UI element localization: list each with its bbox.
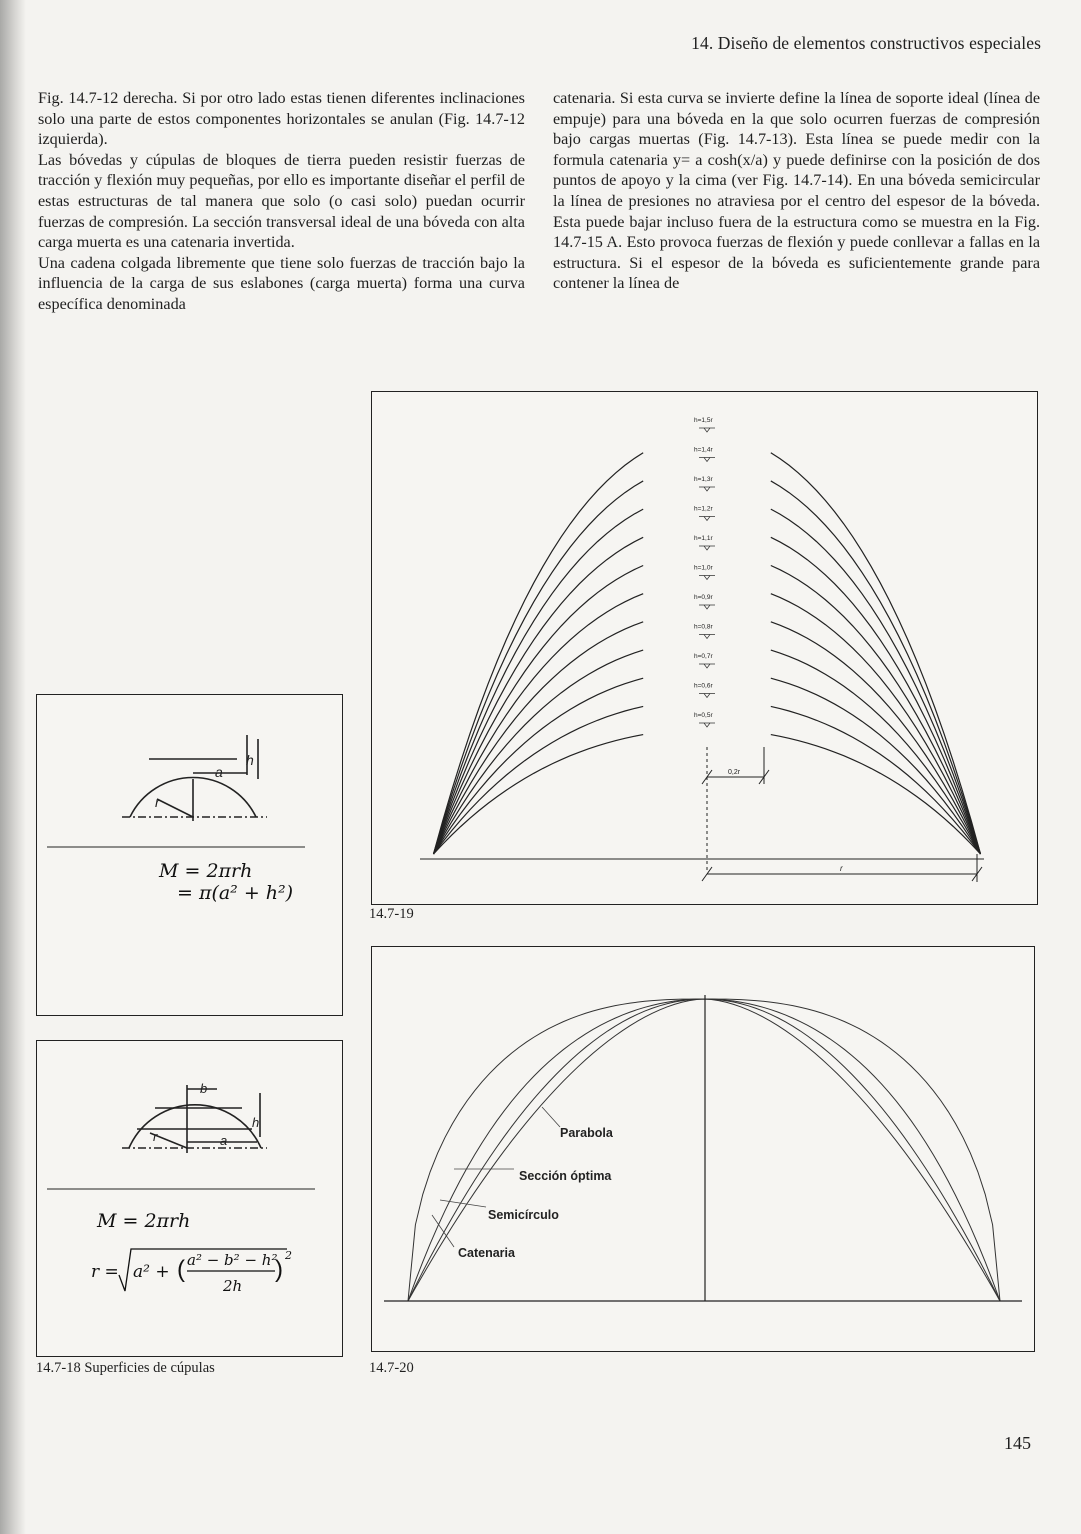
symbol-h: h — [252, 1115, 260, 1130]
formula-radius-lhs: r = — [91, 1262, 119, 1282]
label-catenary: Catenaria — [458, 1246, 515, 1260]
svg-text:): ) — [275, 1256, 283, 1283]
symbol-h: h — [246, 752, 254, 768]
figure-18-bottom — [36, 1040, 343, 1357]
height-label: h=0,7r — [694, 653, 713, 660]
height-label: h=0,5r — [694, 712, 713, 719]
height-label: h=0,9r — [694, 594, 713, 601]
symbol-r: r — [155, 794, 160, 810]
level-marker — [699, 546, 715, 550]
height-label: h=1,5r — [694, 417, 713, 424]
symbol-b: b — [200, 1081, 208, 1096]
height-label: h=0,8r — [694, 623, 713, 631]
catenary-curve-right — [771, 706, 981, 854]
height-label: h=1,0r — [694, 564, 713, 572]
height-label: h=1,4r — [694, 446, 713, 454]
formula-radius-denominator: 2h — [223, 1277, 243, 1295]
catenary-family-diagram — [372, 392, 1037, 904]
symbol-r: r — [153, 1129, 158, 1144]
height-label: h=1,3r — [694, 476, 713, 483]
catenary-curve-right — [771, 509, 981, 854]
spherical-cap-diagram — [37, 695, 342, 1015]
catenary-curve-right — [771, 622, 981, 854]
label-optimal-section: Sección óptima — [519, 1169, 612, 1183]
page-edge-shadow — [0, 0, 26, 1534]
catenary-curve-left — [434, 622, 644, 854]
figure-18-top — [36, 694, 343, 1016]
paragraph-2: Las bóvedas y cúpulas de bloques de tierra pueden resistir fuerzas de tracción y flexión muy pequeñas, por ello es importante diseñar el perfil de estas estructuras de tal manera que solo (o casi solo) puedan ocurrir fuerzas de compresión. La sección transversal ideal de una bóveda con alta carga muerta es una catenaria invertida. — [38, 150, 525, 252]
figure-20 — [371, 946, 1035, 1352]
symbol-a: a — [220, 1133, 228, 1148]
formula-radius-a2: a² + — [133, 1262, 170, 1282]
level-marker — [699, 694, 715, 698]
caption-14-7-18: 14.7-18 Superficies de cúpulas — [36, 1360, 215, 1376]
formula-radius-numerator: a² − b² − h² — [187, 1251, 278, 1269]
label-parabola: Parabola — [560, 1126, 613, 1140]
level-marker — [699, 664, 715, 668]
formula-radius-exponent: 2 — [285, 1249, 292, 1262]
catenary-curve-left — [434, 509, 644, 854]
left-text-column — [38, 88, 525, 315]
arch-profile-comparison — [372, 947, 1034, 1351]
paragraph-1: Fig. 14.7-12 derecha. Si por otro lado estas tienen diferentes inclinaciones solo una parte de estos componentes horizontales se anulan (Fig. 14.7-12 izquierda). — [38, 89, 525, 149]
level-marker — [699, 576, 715, 580]
paragraph-3: Una cadena colgada libremente que tiene solo fuerzas de tracción bajo la influencia de la carga de sus eslabones (carga muerta) forma una curva específica denominada — [38, 253, 525, 313]
page-number: 145 — [1004, 1433, 1031, 1453]
spherical-zone-diagram — [37, 1041, 342, 1356]
level-marker — [699, 487, 715, 491]
catenary-curve-left — [434, 706, 644, 854]
formula-surface-1: M = 2πrh — [159, 860, 253, 882]
dimension-0-2r: 0,2r — [728, 769, 741, 776]
paragraph-4: catenaria. Si esta curva se invierte define la línea de soporte ideal (línea de empuje) para una bóveda en la que solo ocurren fuerzas de compresión bajo cargas muertas (Fig. 14.7-13). Esta línea se puede medir con la formula catenaria y= a cosh(x/a) y puede definirse con la posición de dos puntos de apoyo y la cima (ver Fig. 14.7-14). En una bóveda semicircular la línea de presiones no atraviesa por el centro del espesor de la bóveda. Esta puede bajar incluso fuera de la estructura como se muestra en la Fig. 14.7-15 A. Esto provoca fuerzas de flexión y puede conllevar a fallas en la estructura. Si el espesor de la bóveda es suficientemente grande para contener la línea de — [553, 89, 1040, 293]
formula-zone-1: M = 2πrh — [97, 1210, 191, 1232]
right-text-column — [553, 88, 1040, 294]
caption-14-7-20: 14.7-20 — [369, 1360, 414, 1376]
height-label: h=0,6r — [694, 682, 713, 690]
catenary-curve-right — [771, 678, 981, 854]
level-marker — [699, 605, 715, 609]
formula-surface-2: = π(a² + h²) — [177, 882, 294, 904]
height-label: h=1,1r — [694, 535, 713, 542]
symbol-a: a — [215, 764, 223, 780]
caption-14-7-19: 14.7-19 — [369, 906, 414, 922]
figure-19 — [371, 391, 1038, 905]
catenary-curve-left — [434, 481, 644, 854]
catenary-curve-left — [434, 537, 644, 854]
label-semicircle: Semicírculo — [488, 1208, 559, 1222]
svg-text:(: ( — [177, 1256, 185, 1283]
level-marker — [699, 428, 715, 432]
running-header: 14. Diseño de elementos constructivos especiales — [691, 33, 1041, 53]
level-marker — [699, 635, 715, 639]
catenary-curve-left — [434, 678, 644, 854]
dimension-r: r — [840, 864, 843, 873]
level-marker — [699, 458, 715, 462]
catenary-curve-right — [771, 537, 981, 854]
catenary-curve-right — [771, 481, 981, 854]
height-label: h=1,2r — [694, 505, 713, 513]
level-marker — [699, 517, 715, 521]
level-marker — [699, 723, 715, 727]
